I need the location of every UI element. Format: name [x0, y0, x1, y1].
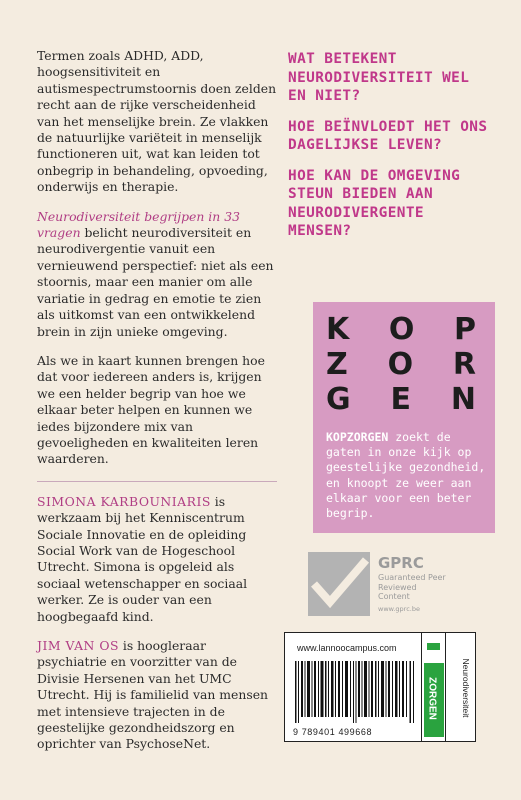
spine-title: Neurodiversiteit [461, 658, 471, 718]
series-strip [421, 633, 446, 741]
author-bio-jim: JIM VAN OS is hoogleraar psychiatrie en voorzitter van de Divisie Hersenen van het UMC Utrecht. Hij is familielid van mensen met intensieve trajecten in de geestelijke gezondheidszorg en oprichter van PsychoseNet. [37, 638, 269, 752]
book-description: Neurodiversiteit begrijpen in 33 vragen belicht neurodiversiteit en neurodivergentie vanuit een vernieuwend perspectief: niet als een stoornis, maar een manier om alle variatie in gedrag en emotie te zien als uitkomst van een ontwikkelend brein in zijn unieke omgeving. [37, 208, 274, 339]
series-label: ZORGEN [426, 677, 438, 720]
question-list [288, 50, 493, 253]
question-2: HOE BEÏNVLOEDT HET ONS DAGELIJKSE LEVEN? [288, 118, 488, 153]
kopzorgen-logo: K O P Z O R G E N [326, 312, 476, 417]
gprc-badge [308, 552, 446, 618]
isbn-number: 9 789401 499668 [293, 727, 373, 737]
question-3: HOE KAN DE OMGEVING STEUN BIEDEN AAN NEURODIVERGENTE MENSEN? [288, 167, 461, 239]
gprc-title: GPRC [378, 554, 424, 572]
flag-icon [427, 643, 440, 650]
divider [37, 481, 277, 482]
divider [445, 633, 446, 741]
back-cover-text [37, 48, 277, 766]
author-name: JIM VAN OS [37, 638, 119, 653]
intro-paragraph: Termen zoals ADHD, ADD, hoogsensitiviteit en autismespectrumstoornis doen zelden recht aan de rijke verscheidenheid van het menselijke brein. Ze vlakken de natuurlijke variëteit in menselijk functioneren uit, wat kan leiden tot onbegrip in behandeling, opvoeding, onderwijs en therapie. [37, 48, 277, 195]
kopzorgen-brand: KOPZORGEN [326, 430, 389, 444]
kopzorgen-description: KOPZORGEN zoekt de gaten in onze kijk op geestelijke gezondheid, en knoopt ze weer aan elkaar voor een beter begrip. [326, 430, 486, 521]
closing-paragraph: Als we in kaart kunnen brengen hoe dat voor iedereen anders is, krijgen we een helder begrip van hoe we elkaar beter helpen en kunnen we iedes bijzondere mix van gevoeligheden en kwaliteiten leren waarderen. [37, 352, 265, 467]
author-name: SIMONA KARBOUNIARIS [37, 493, 211, 509]
publisher-url: www.lannoocampus.com [297, 643, 397, 653]
kopzorgen-series-box [313, 302, 495, 533]
book-title: Neurodiversiteit begrijpen in 33 vragen [37, 208, 240, 241]
barcode-panel [284, 632, 476, 742]
gprc-subtitle: Guaranteed Peer Reviewed Content [378, 573, 446, 601]
barcode [295, 661, 415, 723]
gprc-url: www.gprc.be [378, 605, 420, 613]
checkmark-icon [308, 552, 370, 616]
question-1: WAT BETEKENT NEURODIVERSITEIT WEL EN NIET? [288, 51, 470, 104]
author-bio-simona: SIMONA KARBOUNIARIS is werkzaam bij het Kenniscentrum Sociale Innovatie en de opleiding Social Work van de Hogeschool Utrecht. Simona is opgeleid als sociaal wetenschapper en sociaal werker. Ze is ouder van een hoogbegaafd kind. [37, 493, 248, 624]
